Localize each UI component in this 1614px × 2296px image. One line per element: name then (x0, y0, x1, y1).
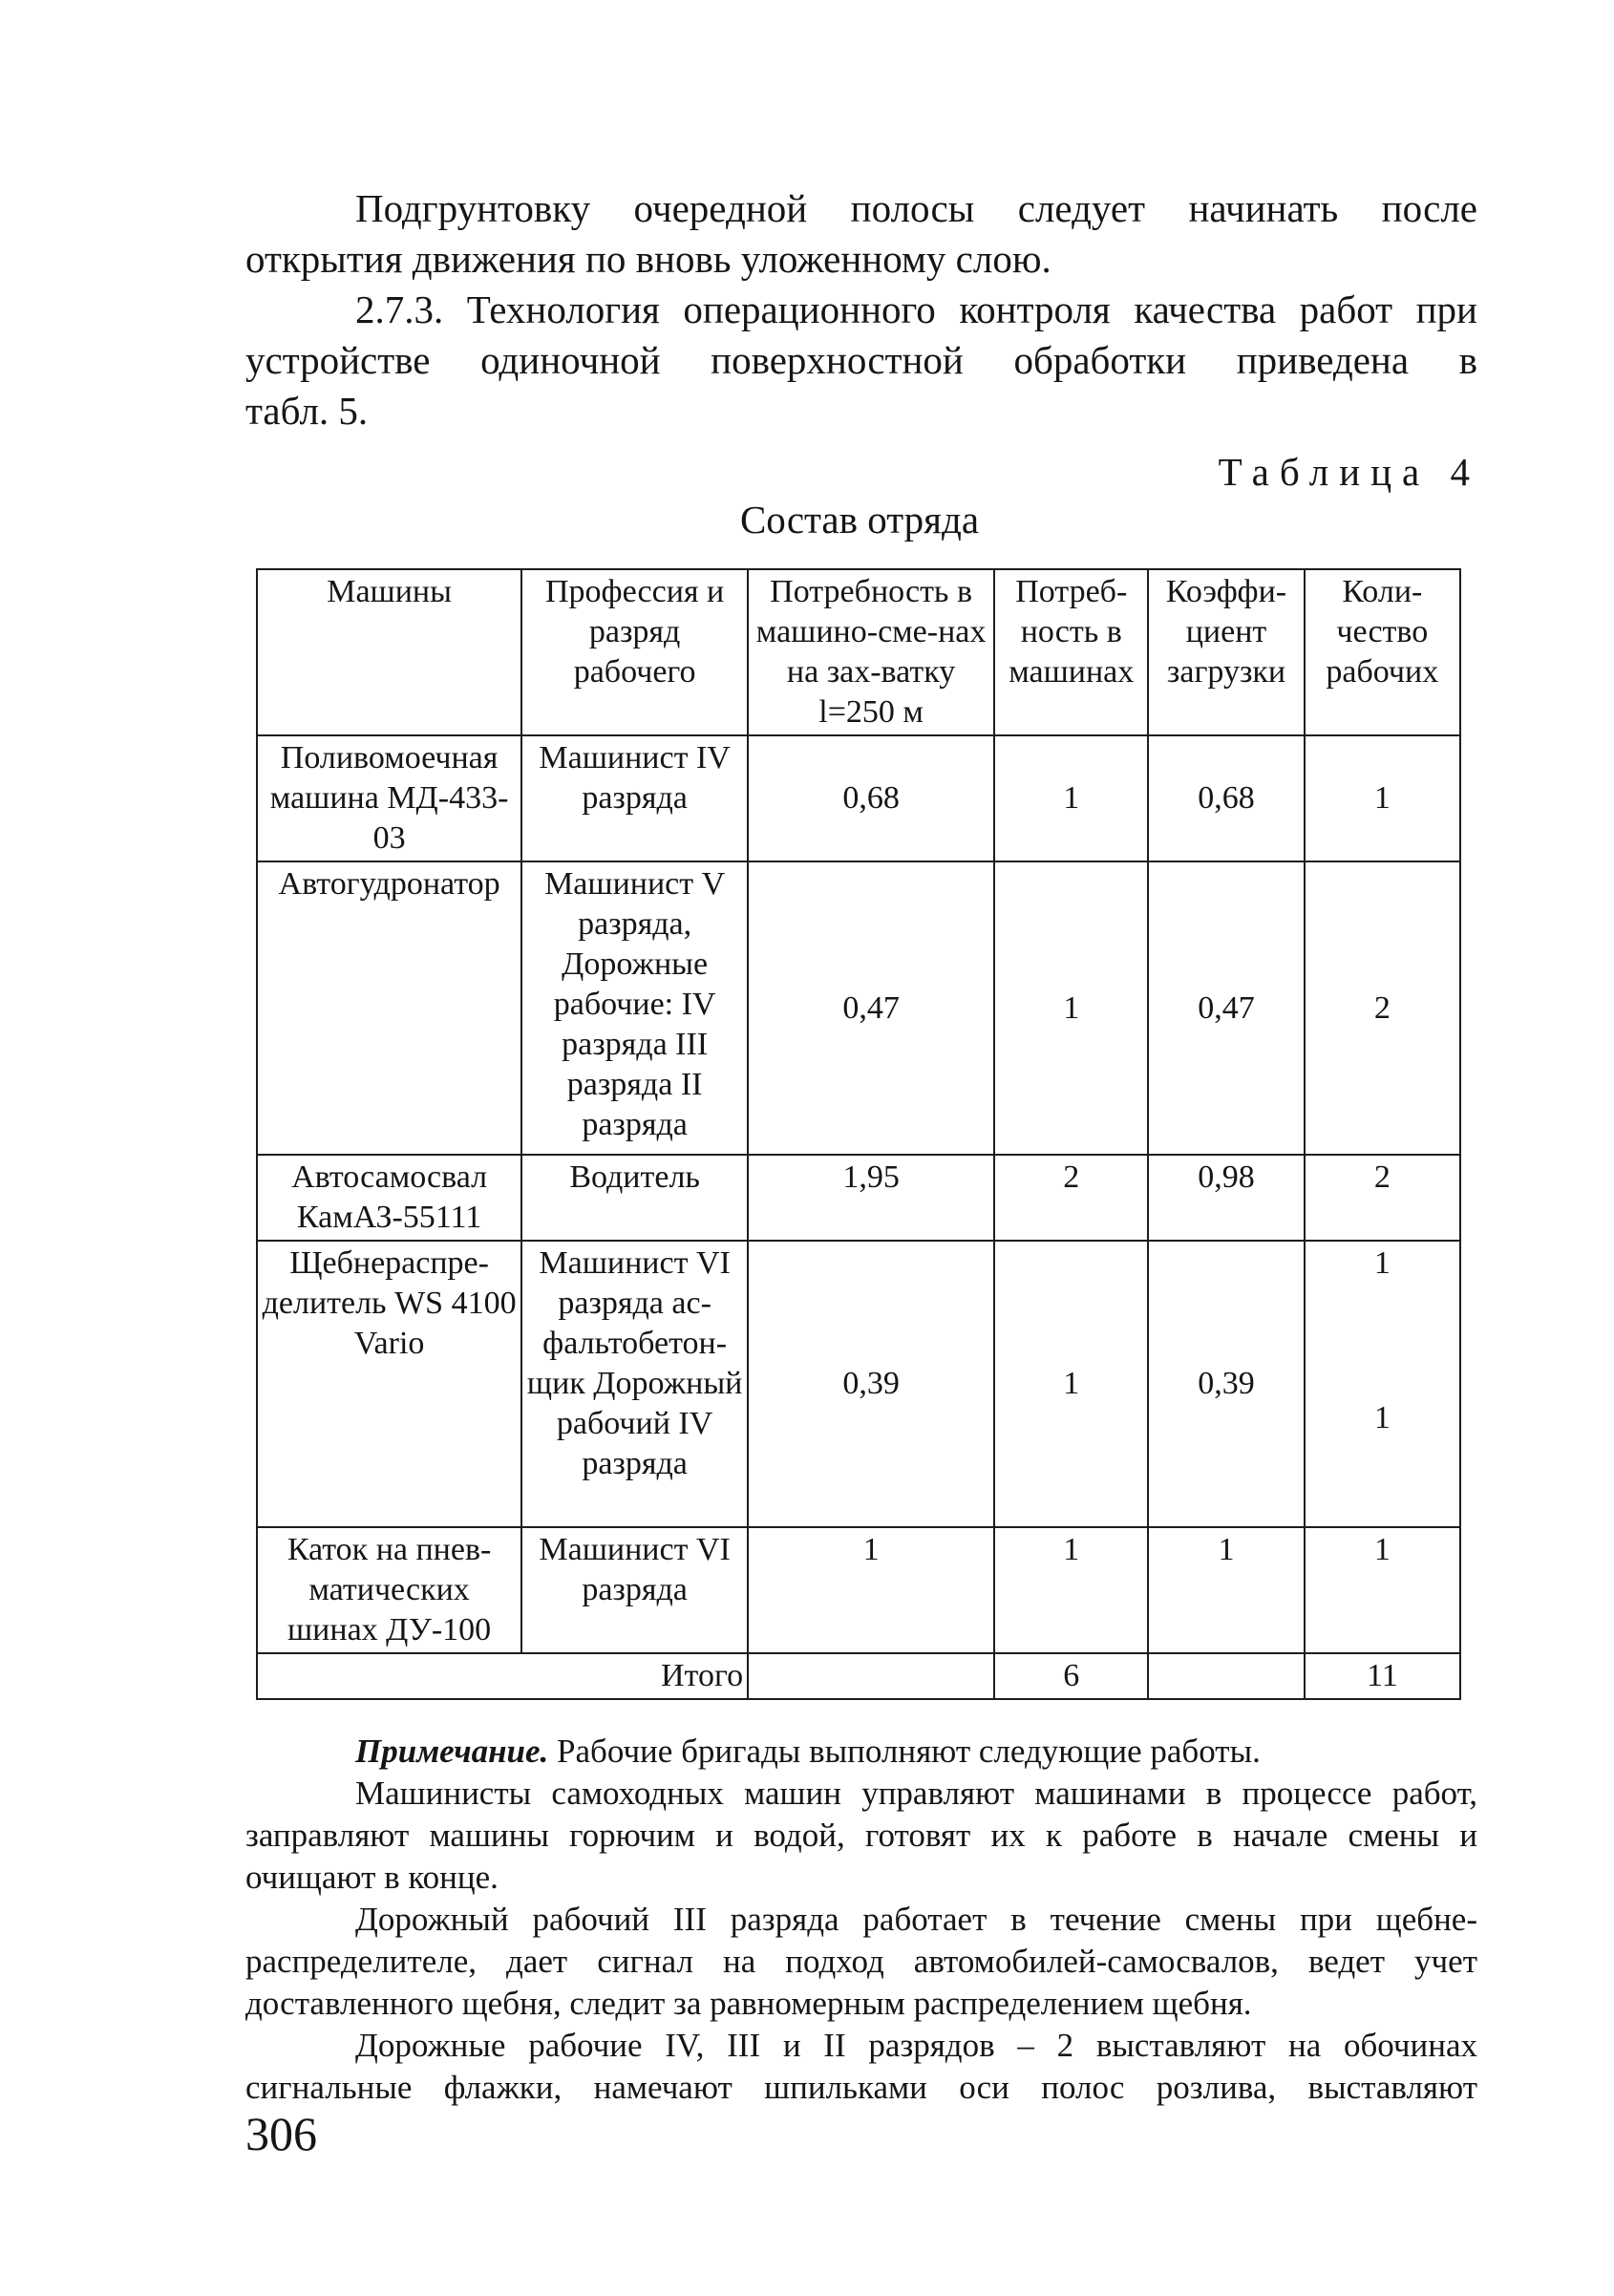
cell-need: 2 (994, 1155, 1148, 1241)
cell-total-empty (748, 1653, 994, 1699)
table-row (257, 861, 1460, 1155)
text-line: сигнальные флажки, намечают шпильками оси полос розлива, выставляют (245, 2069, 1477, 2106)
header-machine-shifts: Потребность в машино-сме-нах на зах-ватку l=250 м (748, 569, 994, 735)
table-row (257, 1155, 1460, 1241)
cell-profession: Машинист VI разряда (521, 1527, 748, 1653)
cell-workers: 1 (1305, 735, 1460, 861)
cell-coef: 0,68 (1148, 735, 1304, 861)
table-row (257, 735, 1460, 861)
note-paragraph-road-worker (245, 1899, 1477, 2025)
table-row (257, 1527, 1460, 1653)
table-header-row (257, 569, 1460, 735)
table-caption: Таблица 4 (1218, 450, 1480, 494)
text-line: Машинисты самоходных машин управляют машинами в процессе работ, (355, 1775, 1477, 1812)
text-line: заправляют машины горючим и водой, готовят их к работе в начале смены и (245, 1817, 1477, 1854)
cell-need: 1 (994, 861, 1148, 1155)
text-line: распределителе, дает сигнал на подход автомобилей-самосвалов, ведет учет (245, 1943, 1477, 1980)
text-line: Дорожный рабочий III разряда работает в течение смены при щебне- (355, 1901, 1477, 1938)
crew-composition-table (256, 568, 1461, 1700)
header-profession: Профессия и разряд рабочего (521, 569, 748, 735)
cell-need: 1 (994, 1527, 1148, 1653)
note-label: Примечание. (355, 1733, 549, 1770)
text-line: Дорожные рабочие IV, III и II разрядов – 2 выставляют на обочинах (355, 2027, 1477, 2064)
workers-value-road-worker: 1 (1373, 1400, 1391, 1435)
cell-shifts: 0,47 (748, 861, 994, 1155)
cell-total-need: 6 (994, 1653, 1148, 1699)
cell-profession: Машинист IV разряда (521, 735, 748, 861)
paragraph-quality-control (245, 285, 1477, 436)
text-line (245, 1731, 1477, 1773)
cell-workers (1305, 1241, 1460, 1527)
cell-shifts: 0,39 (748, 1241, 994, 1527)
table-title: Состав отряда (739, 498, 980, 542)
cell-machine: Каток на пнев-матических шинах ДУ-100 (257, 1527, 521, 1653)
cell-workers: 1 (1305, 1527, 1460, 1653)
page-number: 306 (245, 2107, 317, 2160)
cell-coef: 1 (1148, 1527, 1304, 1653)
text-line: доставленного щебня, следит за равномерным распределением щебня. (245, 1985, 1252, 2022)
header-machines: Машины (257, 569, 521, 735)
note-heading (245, 1731, 1477, 1773)
cell-machine: Автосамосвал КамАЗ-55111 (257, 1155, 521, 1241)
text-line: устройстве одиночной поверхностной обработки приведена в (245, 338, 1477, 382)
text-line: табл. 5. (245, 389, 369, 433)
header-worker-count: Коли-чество рабочих (1305, 569, 1460, 735)
text-line: открытия движения по вновь уложенному слою. (245, 237, 1051, 281)
text-line: 2.7.3. Технология операционного контроля качества работ при (355, 287, 1477, 331)
text-line: очищают в конце. (245, 1859, 499, 1896)
cell-need: 1 (994, 735, 1148, 861)
cell-shifts: 0,68 (748, 735, 994, 861)
cell-shifts: 1,95 (748, 1155, 994, 1241)
note-paragraph-road-workers (245, 2025, 1477, 2109)
note-paragraph-machinists (245, 1773, 1477, 1899)
cell-total-workers: 11 (1305, 1653, 1460, 1699)
table-total-row (257, 1653, 1460, 1699)
header-load-coefficient: Коэффи-циент загрузки (1148, 569, 1304, 735)
cell-coef: 0,39 (1148, 1241, 1304, 1527)
cell-profession: Водитель (521, 1155, 748, 1241)
paragraph-primer (245, 183, 1477, 285)
cell-coef: 0,98 (1148, 1155, 1304, 1241)
cell-profession: Машинист VI разряда ас-фальтобетон-щик Дорожный рабочий IV разряда (521, 1241, 748, 1527)
note-intro: Рабочие бригады выполняют следующие работы. (557, 1733, 1261, 1770)
cell-profession: Машинист V разряда, Дорожные рабочие: IV разряда III разряда II разряда (521, 861, 748, 1155)
cell-need: 1 (994, 1241, 1148, 1527)
cell-machine: Поливомоечная машина МД-433-03 (257, 735, 521, 861)
cell-workers: 2 (1305, 861, 1460, 1155)
cell-coef: 0,47 (1148, 861, 1304, 1155)
workers-value-machinist: 1 (1373, 1245, 1391, 1281)
table-row (257, 1241, 1460, 1527)
cell-workers: 2 (1305, 1155, 1460, 1241)
cell-machine: Автогудронатор (257, 861, 521, 1155)
header-machine-need: Потреб-ность в машинах (994, 569, 1148, 735)
cell-machine: Щебнераспре-делитель WS 4100 Vario (257, 1241, 521, 1527)
text-line: Подгрунтовку очередной полосы следует начинать после (355, 186, 1477, 230)
cell-total-label: Итого (257, 1653, 748, 1699)
cell-total-empty (1148, 1653, 1304, 1699)
cell-shifts: 1 (748, 1527, 994, 1653)
